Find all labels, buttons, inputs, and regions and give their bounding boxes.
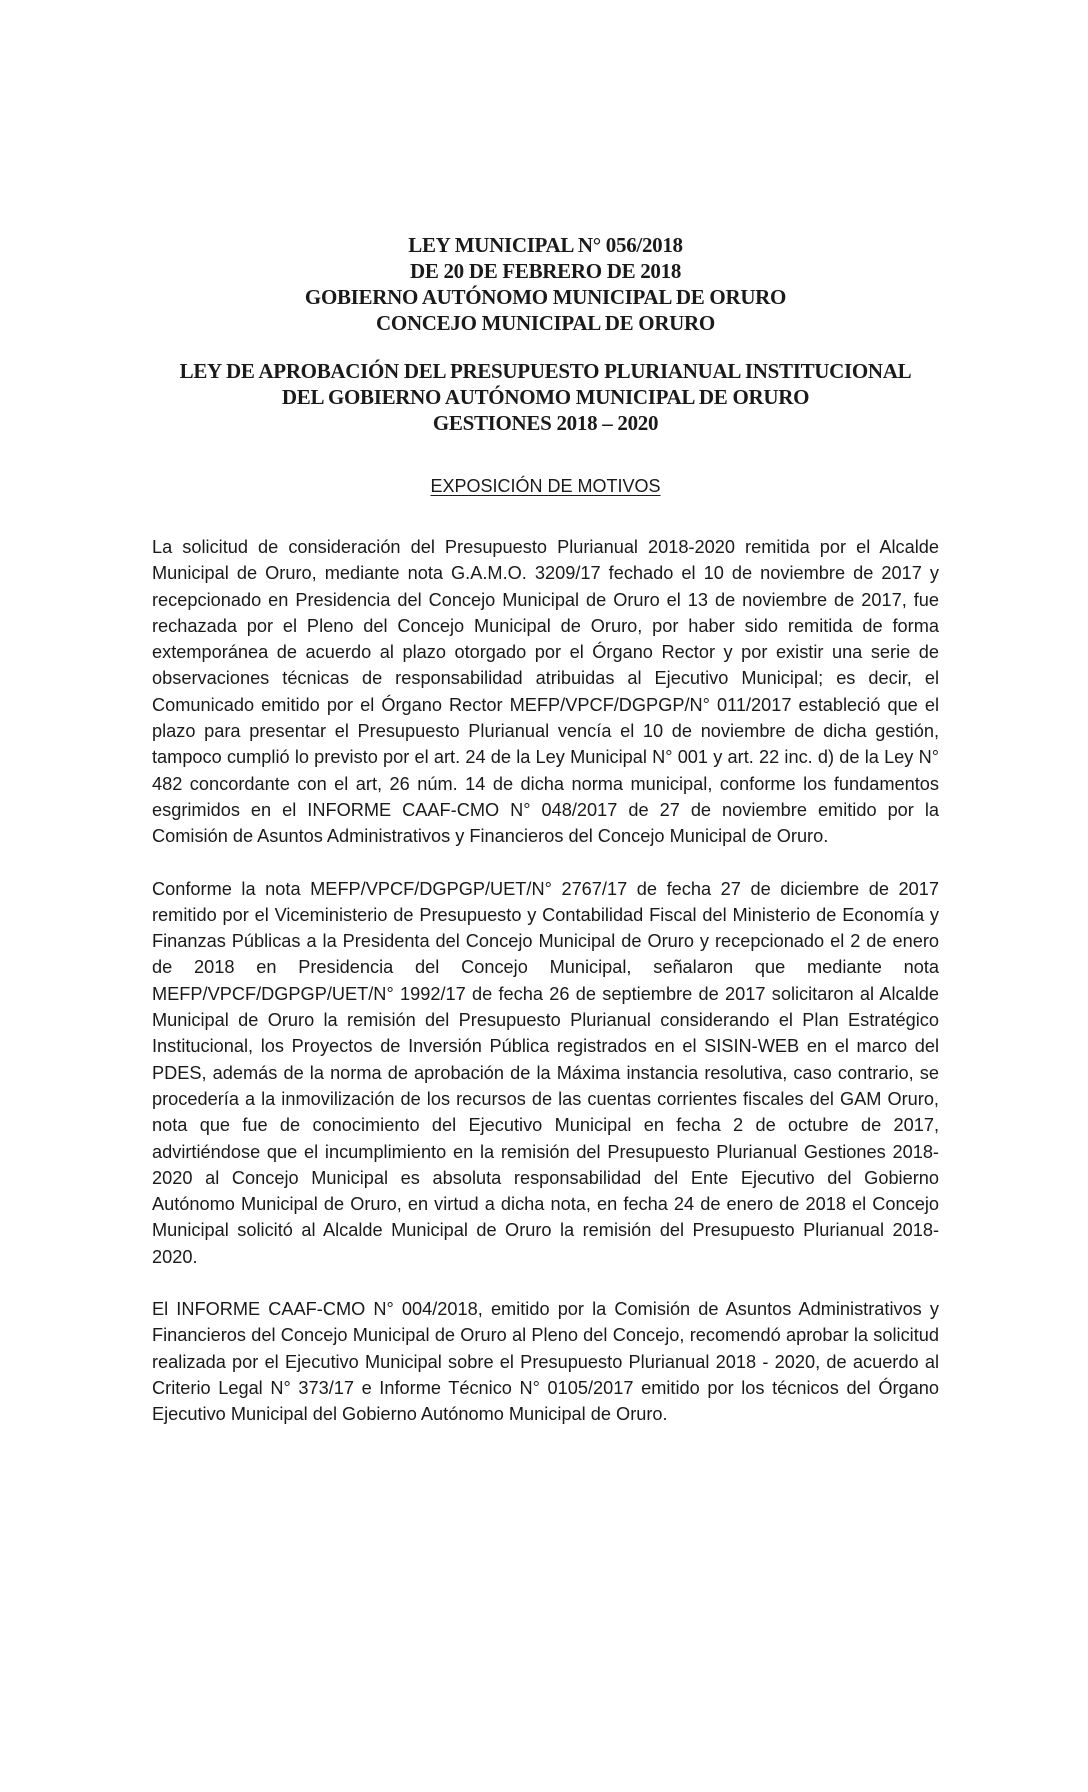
law-header xyxy=(152,232,939,336)
paragraph-3: El INFORME CAAF-CMO N° 004/2018, emitido por la Comisión de Asuntos Administrativos y Financieros del Concejo Municipal de Oruro al Pleno del Concejo, recomendó aprobar la solicitud realizada por el Ejecutivo Municipal sobre el Presupuesto Plurianual 2018 - 2020, de acuerdo al Criterio Legal N° 373/17 e Informe Técnico N° 0105/2017 emitido por los técnicos del Órgano Ejecutivo Municipal del Gobierno Autónomo Municipal de Oruro. xyxy=(152,1299,939,1425)
subtitle-line-2: DEL GOBIERNO AUTÓNOMO MUNICIPAL DE ORURO xyxy=(281,385,810,409)
paragraph-1: La solicitud de consideración del Presupuesto Plurianual 2018-2020 remitida por el Alcalde Municipal de Oruro, mediante nota G.A.M.O. 3209/17 fechado el 10 de noviembre de 2017 y recepcionado en Presidencia del Concejo Municipal de Oruro el 13 de noviembre de 2017, fue rechazada por el Pleno del Concejo Municipal de Oruro, por haber sido remitida de forma extemporánea de acuerdo al plazo otorgado por el Órgano Rector y por existir una serie de observaciones técnicas de responsabilidad atribuidas al Ejecutivo Municipal; es decir, el Comunicado emitido por el Órgano Rector MEFP/VPCF/DGPGP/N° 011/2017 estableció que el plazo para presentar el Presupuesto Plurianual vencía el 10 de noviembre de dicha gestión, tampoco cumplió lo previsto por el art. 24 de la Ley Municipal N° 001 y art. 22 inc. d) de la Ley N° 482 concordante con el art, 26 núm. 14 de dicha norma municipal, conforme los fundamentos esgrimidos en el INFORME CAAF-CMO N° 048/2017 de 27 de noviembre emitido por la Comisión de Asuntos Administrativos y Financieros del Concejo Municipal de Oruro. xyxy=(152,537,939,847)
document-body xyxy=(152,534,939,1428)
section-heading: EXPOSICIÓN DE MOTIVOS xyxy=(430,476,661,496)
subtitle-line-3: GESTIONES 2018 – 2020 xyxy=(432,411,659,435)
council-name: CONCEJO MUNICIPAL DE ORURO xyxy=(376,311,715,335)
law-number: LEY MUNICIPAL N° 056/2018 xyxy=(408,233,683,257)
paragraph-2: Conforme la nota MEFP/VPCF/DGPGP/UET/N° 2767/17 de fecha 27 de diciembre de 2017 remitido por el Viceministerio de Presupuesto y Contabilidad Fiscal del Ministerio de Economía y Finanzas Públicas a la Presidenta del Concejo Municipal de Oruro y recepcionado el 2 de enero de 2018 en Presidencia del Concejo Municipal, señalaron que mediante nota MEFP/VPCF/DGPGP/UET/N° 1992/17 de fecha 26 de septiembre de 2017 solicitaron al Alcalde Municipal de Oruro la remisión del Presupuesto Plurianual considerando el Plan Estratégico Institucional, los Proyectos de Inversión Pública registrados en el SISIN-WEB en el marco del PDES, además de la norma de aprobación de la Máxima instancia resolutiva, caso contrario, se procedería a la inmovilización de los recursos de las cuentas corrientes fiscales del GAM Oruro, nota que fue de conocimiento del Ejecutivo Municipal en fecha 2 de octubre de 2017, advirtiéndose que el incumplimiento en la remisión del Presupuesto Plurianual Gestiones 2018-2020 al Concejo Municipal es absoluta responsabilidad del Ente Ejecutivo del Gobierno Autónomo Municipal de Oruro, en virtud a dicha nota, en fecha 24 de enero de 2018 el Concejo Municipal solicitó al Alcalde Municipal de Oruro la remisión del Presupuesto Plurianual 2018-2020. xyxy=(152,878,939,1267)
law-date: DE 20 DE FEBRERO DE 2018 xyxy=(409,259,682,283)
document-page xyxy=(152,232,939,1454)
subtitle-line-1: LEY DE APROBACIÓN DEL PRESUPUESTO PLURIANUAL INSTITUCIONAL xyxy=(179,359,912,383)
law-subtitle xyxy=(152,358,939,436)
government-name: GOBIERNO AUTÓNOMO MUNICIPAL DE ORURO xyxy=(304,285,787,309)
